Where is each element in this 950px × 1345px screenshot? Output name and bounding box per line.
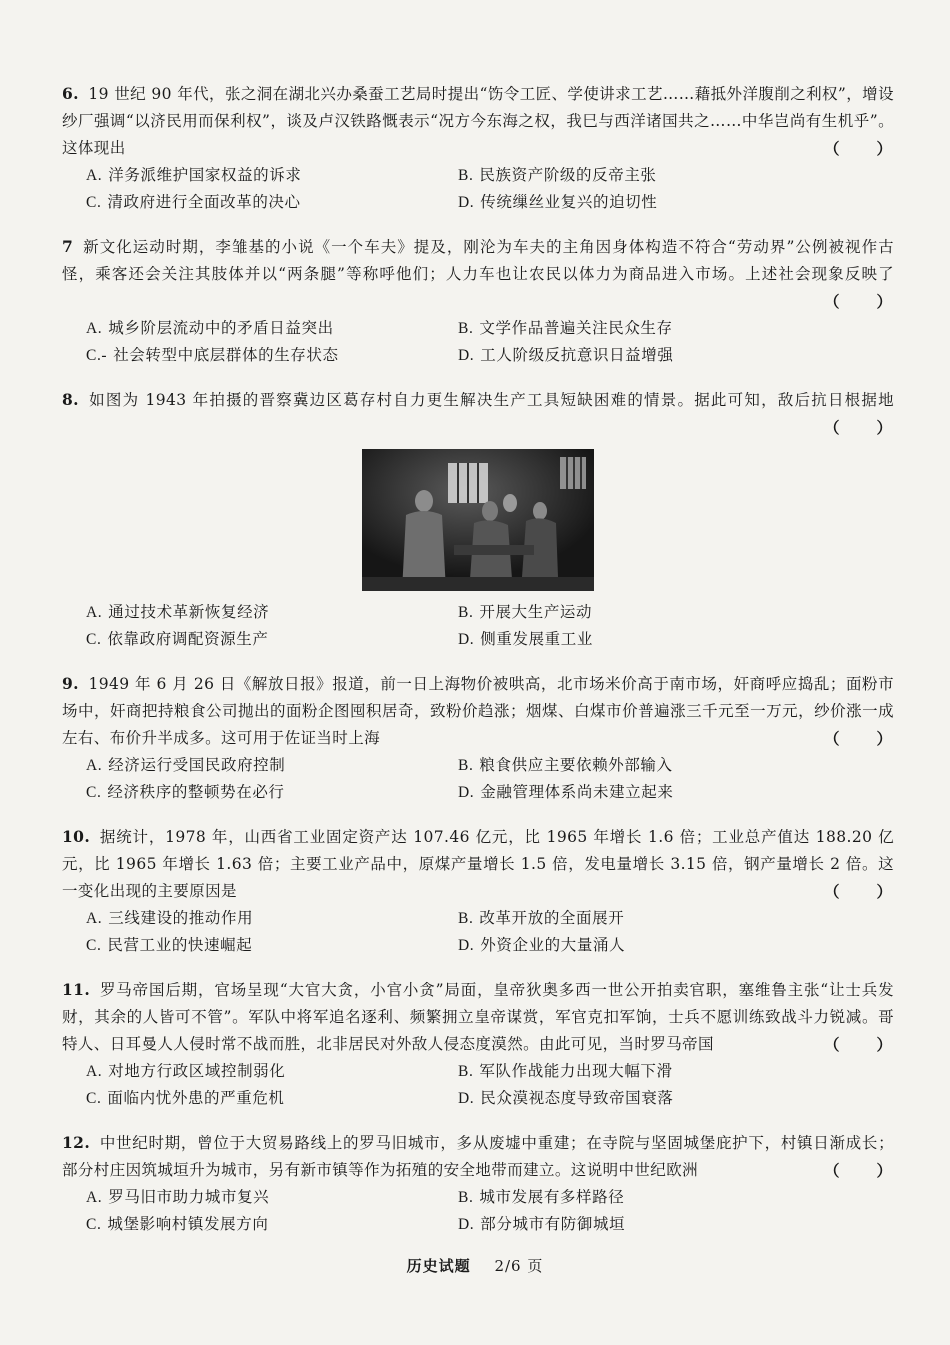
option-b[interactable]: B. 军队作战能力出现大幅下滑 <box>458 1062 673 1080</box>
question-stem <box>62 386 894 441</box>
option-a[interactable]: A. 三线建设的推动作用 <box>86 909 254 927</box>
option-a[interactable]: A. 城乡阶层流动中的矛盾日益突出 <box>86 319 334 337</box>
answer-bracket: （ ） <box>823 882 894 901</box>
option-c[interactable]: C. 面临内忧外患的严重危机 <box>86 1089 285 1107</box>
option-a[interactable]: A. 通过技术革新恢复经济 <box>86 603 270 621</box>
option-d[interactable]: D. 金融管理体系尚未建立起来 <box>458 783 674 801</box>
historical-photo <box>362 449 594 591</box>
question-stem <box>62 823 894 905</box>
question-text: 如图为 1943 年拍摄的晋察冀边区葛存村自力更生解决生产工具短缺困难的情景。据此可知，敌后抗日根据地 <box>89 391 894 409</box>
question-number: 8. <box>62 390 79 409</box>
question-12 <box>62 1129 894 1238</box>
options <box>62 1058 894 1112</box>
option-c[interactable]: C. 清政府进行全面改革的决心 <box>86 193 301 211</box>
option-d[interactable]: D. 外资企业的大量涌人 <box>458 936 626 954</box>
option-d[interactable]: D. 部分城市有防御城垣 <box>458 1215 626 1233</box>
answer-bracket: （ ） <box>823 1161 894 1180</box>
option-b[interactable]: B. 民族资产阶级的反帝主张 <box>458 166 657 184</box>
option-a[interactable]: A. 洋务派维护国家权益的诉求 <box>86 166 302 184</box>
question-stem <box>62 1129 894 1184</box>
option-a[interactable]: A. 经济运行受国民政府控制 <box>86 756 286 774</box>
answer-bracket: （ ） <box>823 292 894 311</box>
option-d[interactable]: D. 工人阶级反抗意识日益增强 <box>458 346 674 364</box>
exam-page <box>62 80 894 1255</box>
option-b[interactable]: B. 粮食供应主要依赖外部输入 <box>458 756 673 774</box>
answer-bracket: （ ） <box>823 418 894 437</box>
option-b[interactable]: B. 城市发展有多样路径 <box>458 1188 625 1206</box>
question-number: 12. <box>62 1133 91 1152</box>
question-text: 1949 年 6 月 26 日《解放日报》报道，前一日上海物价被哄高，北市场米价高于南市场，奸商呼应捣乱；面粉市场中，奸商把持粮食公司抛出的面粉企图囤积居奇，致粉价趋涨；烟煤、白煤市价普遍涨三千元至一万元，纱价涨一成左右、布价升半成多。这可用于佐证当时上海 <box>62 675 894 747</box>
question-11 <box>62 976 894 1112</box>
options <box>62 752 894 806</box>
option-a[interactable]: A. 对地方行政区域控制弱化 <box>86 1062 286 1080</box>
option-c[interactable]: C.- 社会转型中底层群体的生存状态 <box>86 346 339 364</box>
option-b[interactable]: B. 文学作品普遍关注民众生存 <box>458 319 673 337</box>
options <box>62 905 894 959</box>
question-text: 中世纪时期，曾位于大贸易路线上的罗马旧城市，多从废墟中重建；在寺院与坚固城堡庇护下，村镇日渐成长；部分村庄因筑城垣升为城市，另有新市镇等作为拓殖的安全地带而建立。这说明中世纪欧洲 <box>62 1134 895 1179</box>
question-6 <box>62 80 894 216</box>
option-d[interactable]: D. 侧重发展重工业 <box>458 630 593 648</box>
option-a[interactable]: A. 罗马旧市助力城市复兴 <box>86 1188 270 1206</box>
answer-bracket: （ ） <box>823 1035 894 1054</box>
answer-bracket: （ ） <box>823 139 894 158</box>
option-b[interactable]: B. 改革开放的全面展开 <box>458 909 625 927</box>
answer-bracket: （ ） <box>823 729 894 748</box>
option-c[interactable]: C. 经济秩序的整顿势在必行 <box>86 783 285 801</box>
question-7 <box>62 233 894 369</box>
option-b[interactable]: B. 开展大生产运动 <box>458 603 593 621</box>
question-text: 19 世纪 90 年代，张之洞在湖北兴办桑蚕工艺局时提出“饬令工匠、学使讲求工艺……藉抵外洋腹削之利权”，增设纱厂强调“以济民用而保利权”，谈及卢汉铁路慨表示“况方今东海之权，我巳与西洋诸国共之……中华岂尚有生机乎”。这体现出 <box>62 85 894 157</box>
options <box>62 315 894 369</box>
photo-icon <box>362 449 594 591</box>
options <box>62 162 894 216</box>
page-number: 2/6 页 <box>494 1257 544 1275</box>
option-d[interactable]: D. 传统缫丝业复兴的迫切性 <box>458 193 658 211</box>
page-footer <box>0 1255 950 1276</box>
question-10 <box>62 823 894 959</box>
question-stem <box>62 233 894 315</box>
question-number: 7 <box>62 237 74 256</box>
question-text: 罗马帝国后期，官场呈现“大官大贪，小官小贪”局面，皇帝狄奥多西一世公开拍卖官职，塞维鲁主张“让士兵发财，其余的人皆可不管”。军队中将军追名逐利、频繁拥立皇帝谋赏，军官克扣军饷，士兵不愿训练致战斗力锐减。哥特人、日耳曼人人侵时常不战而胜，北非居民对外敌人侵态度漠然。由此可见，当时罗马帝国 <box>62 981 895 1053</box>
option-c[interactable]: C. 民营工业的快速崛起 <box>86 936 253 954</box>
question-stem <box>62 80 894 162</box>
question-text: 新文化运动时期，李雏基的小说《一个车夫》提及，刚沦为车夫的主角因身体构造不符合“劳动界”公例被视作古怪，乘客还会关注其肢体并以“两条腿”等称呼他们；人力车也让农民以体力为商品进入市场。上述社会现象反映了 <box>62 238 895 283</box>
options <box>62 1184 894 1238</box>
question-stem <box>62 670 894 752</box>
question-stem <box>62 976 894 1058</box>
option-c[interactable]: C. 城堡影响村镇发展方向 <box>86 1215 269 1233</box>
question-number: 6. <box>62 84 79 103</box>
question-9 <box>62 670 894 806</box>
option-d[interactable]: D. 民众漠视态度导致帝国衰落 <box>458 1089 674 1107</box>
exam-subject-label: 历史试题 <box>406 1257 471 1275</box>
options <box>62 599 894 653</box>
question-text: 据统计，1978 年，山西省工业固定资产达 107.46 亿元，比 1965 年增长 1.6 倍；工业总产值达 188.20 亿元，比 1965 年增长 1.63 倍；主要工业产品中，原煤产量增长 1.5 倍，发电量增长 3.15 倍，钢产量增长 2 倍。这一变化出现的主要原因是 <box>62 828 894 900</box>
question-number: 9. <box>62 674 79 693</box>
question-8 <box>62 386 894 653</box>
question-number: 10. <box>62 827 91 846</box>
option-c[interactable]: C. 依靠政府调配资源生产 <box>86 630 269 648</box>
question-number: 11. <box>62 980 91 999</box>
